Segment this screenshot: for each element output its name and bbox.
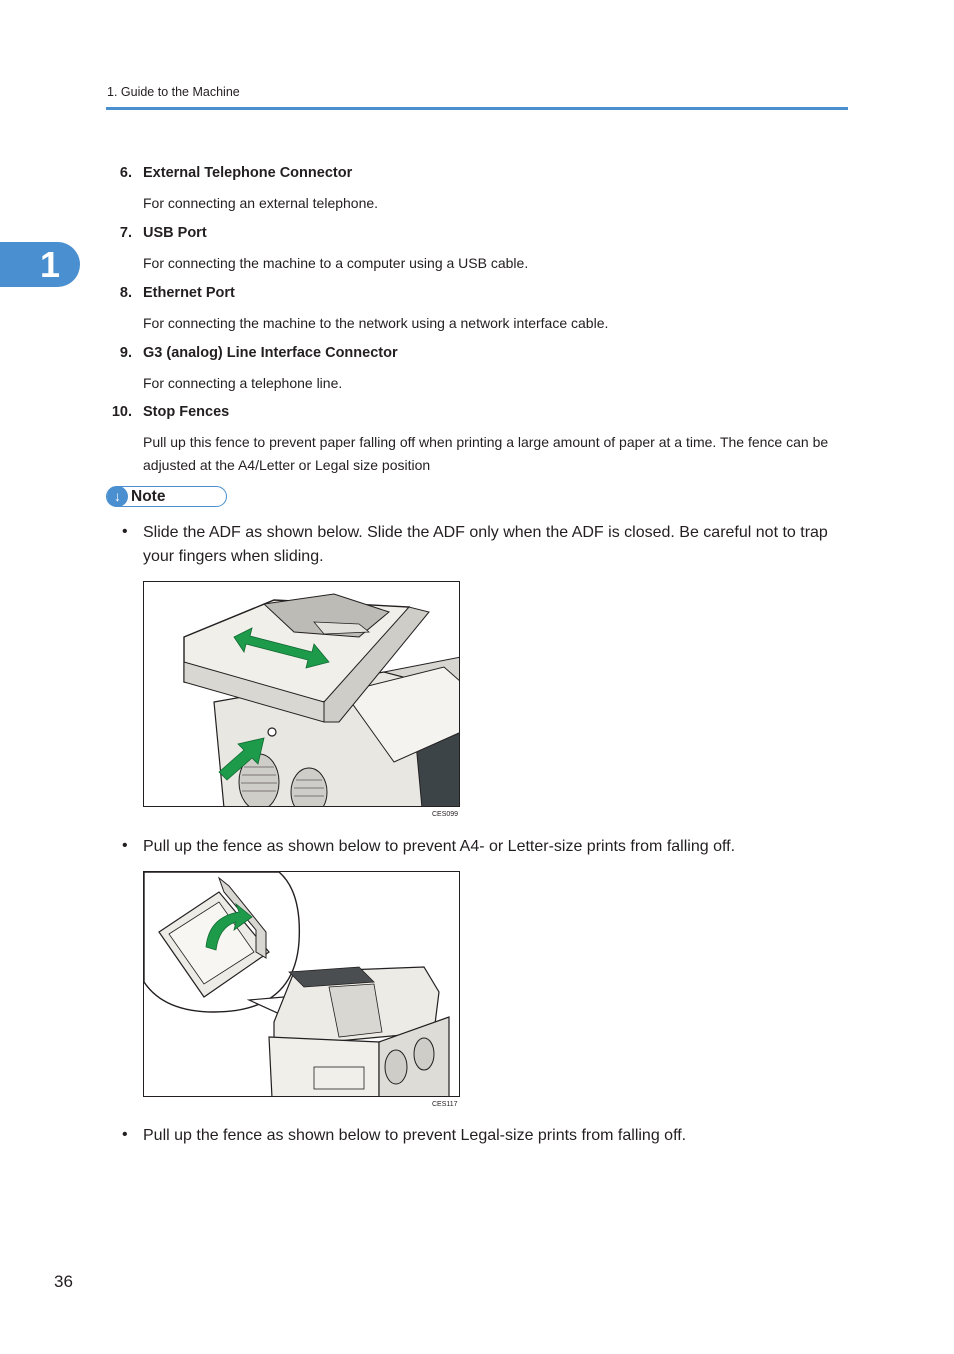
item-description: Pull up this fence to prevent paper falling off when printing a large amount of paper at a time. The fence can be adjusted at the A4/Letter or Legal size position (143, 434, 829, 473)
bullet-icon: • (122, 1126, 128, 1143)
bullet-icon: • (122, 837, 128, 854)
header-rule (106, 107, 848, 110)
page-number: 36 (54, 1272, 73, 1291)
figure-code: CES117 (432, 1101, 458, 1108)
item-title: G3 (analog) Line Interface Connector (143, 345, 398, 361)
adf-slide-illustration (143, 581, 460, 807)
running-header: 1. Guide to the Machine (107, 85, 240, 99)
item-number: 10. (111, 404, 132, 420)
fence-drawing (144, 872, 460, 1097)
item-description: For connecting an external telephone. (143, 195, 379, 211)
note-bullet-text: Slide the ADF as shown below. Slide the ADF only when the ADF is closed. Be careful not to trap your fingers when sliding. (143, 524, 828, 565)
item-title: External Telephone Connector (143, 165, 353, 181)
bullet-icon: • (122, 523, 128, 540)
item-description: For connecting the machine to a computer using a USB cable. (143, 255, 529, 271)
item-number: 7. (119, 225, 132, 241)
arrow-down-icon: ↓ (107, 486, 128, 507)
note-badge (106, 486, 227, 507)
item-description: For connecting the machine to the network using a network interface cable. (143, 315, 609, 331)
fence-illustration (143, 871, 460, 1097)
chapter-number: 1 (39, 243, 60, 285)
adf-slide-drawing (144, 582, 460, 807)
chapter-tab (0, 242, 80, 287)
note-bullet-text: Pull up the fence as shown below to prevent Legal-size prints from falling off. (143, 1127, 687, 1144)
note-label: Note (131, 488, 166, 505)
item-number: 6. (119, 165, 132, 181)
figure-code: CES099 (432, 811, 459, 818)
item-description: For connecting a telephone line. (143, 375, 343, 391)
item-title: Ethernet Port (143, 285, 235, 301)
item-title: Stop Fences (143, 404, 230, 420)
item-number: 8. (119, 285, 132, 301)
item-number: 9. (119, 345, 132, 361)
note-bullet-text: Pull up the fence as shown below to prevent A4- or Letter-size prints from falling off. (143, 838, 736, 855)
item-title: USB Port (143, 225, 207, 241)
